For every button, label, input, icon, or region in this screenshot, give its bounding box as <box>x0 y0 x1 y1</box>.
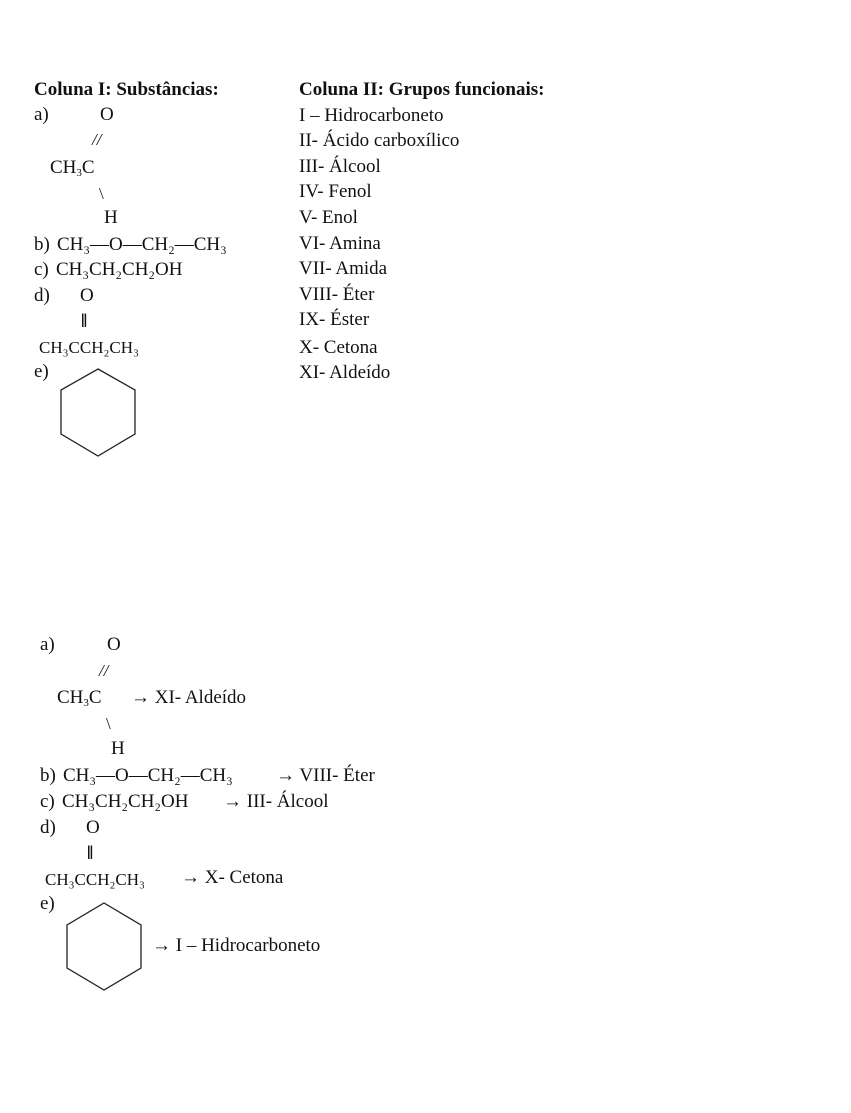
group-6: VI- Amina <box>299 233 381 254</box>
answer-d-result: → X- Cetona <box>181 867 284 888</box>
item-b-formula: CH₃—O—CH₂—CH₃ <box>57 234 227 255</box>
group-7: VII- Amida <box>299 258 388 279</box>
group-2: II- Ácido carboxílico <box>299 130 460 151</box>
group-1: I – Hidrocarboneto <box>299 105 444 126</box>
answer-d-oxygen: O <box>86 817 100 838</box>
group-8: VIII- Éter <box>299 284 375 305</box>
item-a-hydrogen: H <box>104 207 118 228</box>
item-a-single-bond: \ <box>99 184 104 203</box>
item-a-formula: $CH_3C$ <box>50 157 95 179</box>
answer-a-formula: $CH_3C$ <box>57 687 102 709</box>
item-d-oxygen: O <box>80 285 94 306</box>
item-a-label: a) <box>34 104 49 125</box>
item-a-double-bond: // <box>92 130 102 149</box>
answer-b-formula: CH₃—O—CH₂—CH₃ <box>63 765 233 786</box>
answer-d-double-bond: ‖ <box>87 843 94 864</box>
item-d-double-bond: ‖ <box>81 311 88 332</box>
answer-a-single-bond: \ <box>106 714 111 733</box>
answer-e-label: e) <box>40 893 55 914</box>
item-a-oxygen: O <box>100 104 114 125</box>
group-11: XI- Aldeído <box>299 362 391 383</box>
group-4: IV- Fenol <box>299 181 372 202</box>
answer-b-label: b) <box>40 765 56 786</box>
column-1-heading: Coluna I: Substâncias: <box>34 79 219 100</box>
answer-c-result: → III- Álcool <box>223 791 329 812</box>
answer-a-result: → XI- Aldeído <box>131 687 247 708</box>
item-c-label: c) <box>34 259 49 280</box>
answer-d-formula: CH₃CCH₂CH₃ <box>45 870 145 889</box>
answer-d-label: d) <box>40 817 56 838</box>
cyclohexane-ring-bottom <box>67 903 141 990</box>
group-3: III- Álcool <box>299 156 381 177</box>
item-c-formula: CH₃CH₂CH₂OH <box>56 259 183 280</box>
answer-e-result: → I – Hidrocarboneto <box>152 935 321 956</box>
answer-a-oxygen: O <box>107 634 121 655</box>
answer-a-double-bond: // <box>99 661 109 680</box>
group-9: IX- Éster <box>299 309 370 330</box>
answer-b-result: → VIII- Éter <box>276 765 375 786</box>
column-2-heading: Coluna II: Grupos funcionais: <box>299 79 545 100</box>
group-10: X- Cetona <box>299 337 378 358</box>
answer-a-label: a) <box>40 634 55 655</box>
answer-a-hydrogen: H <box>111 738 125 759</box>
item-e-label: e) <box>34 361 49 382</box>
answer-c-label: c) <box>40 791 55 812</box>
answer-c-formula: CH₃CH₂CH₂OH <box>62 791 189 812</box>
item-b-label: b) <box>34 234 50 255</box>
cyclohexane-ring-top <box>61 369 135 456</box>
group-5: V- Enol <box>299 207 358 228</box>
item-d-label: d) <box>34 285 50 306</box>
item-d-formula: CH₃CCH₂CH₃ <box>39 338 139 357</box>
